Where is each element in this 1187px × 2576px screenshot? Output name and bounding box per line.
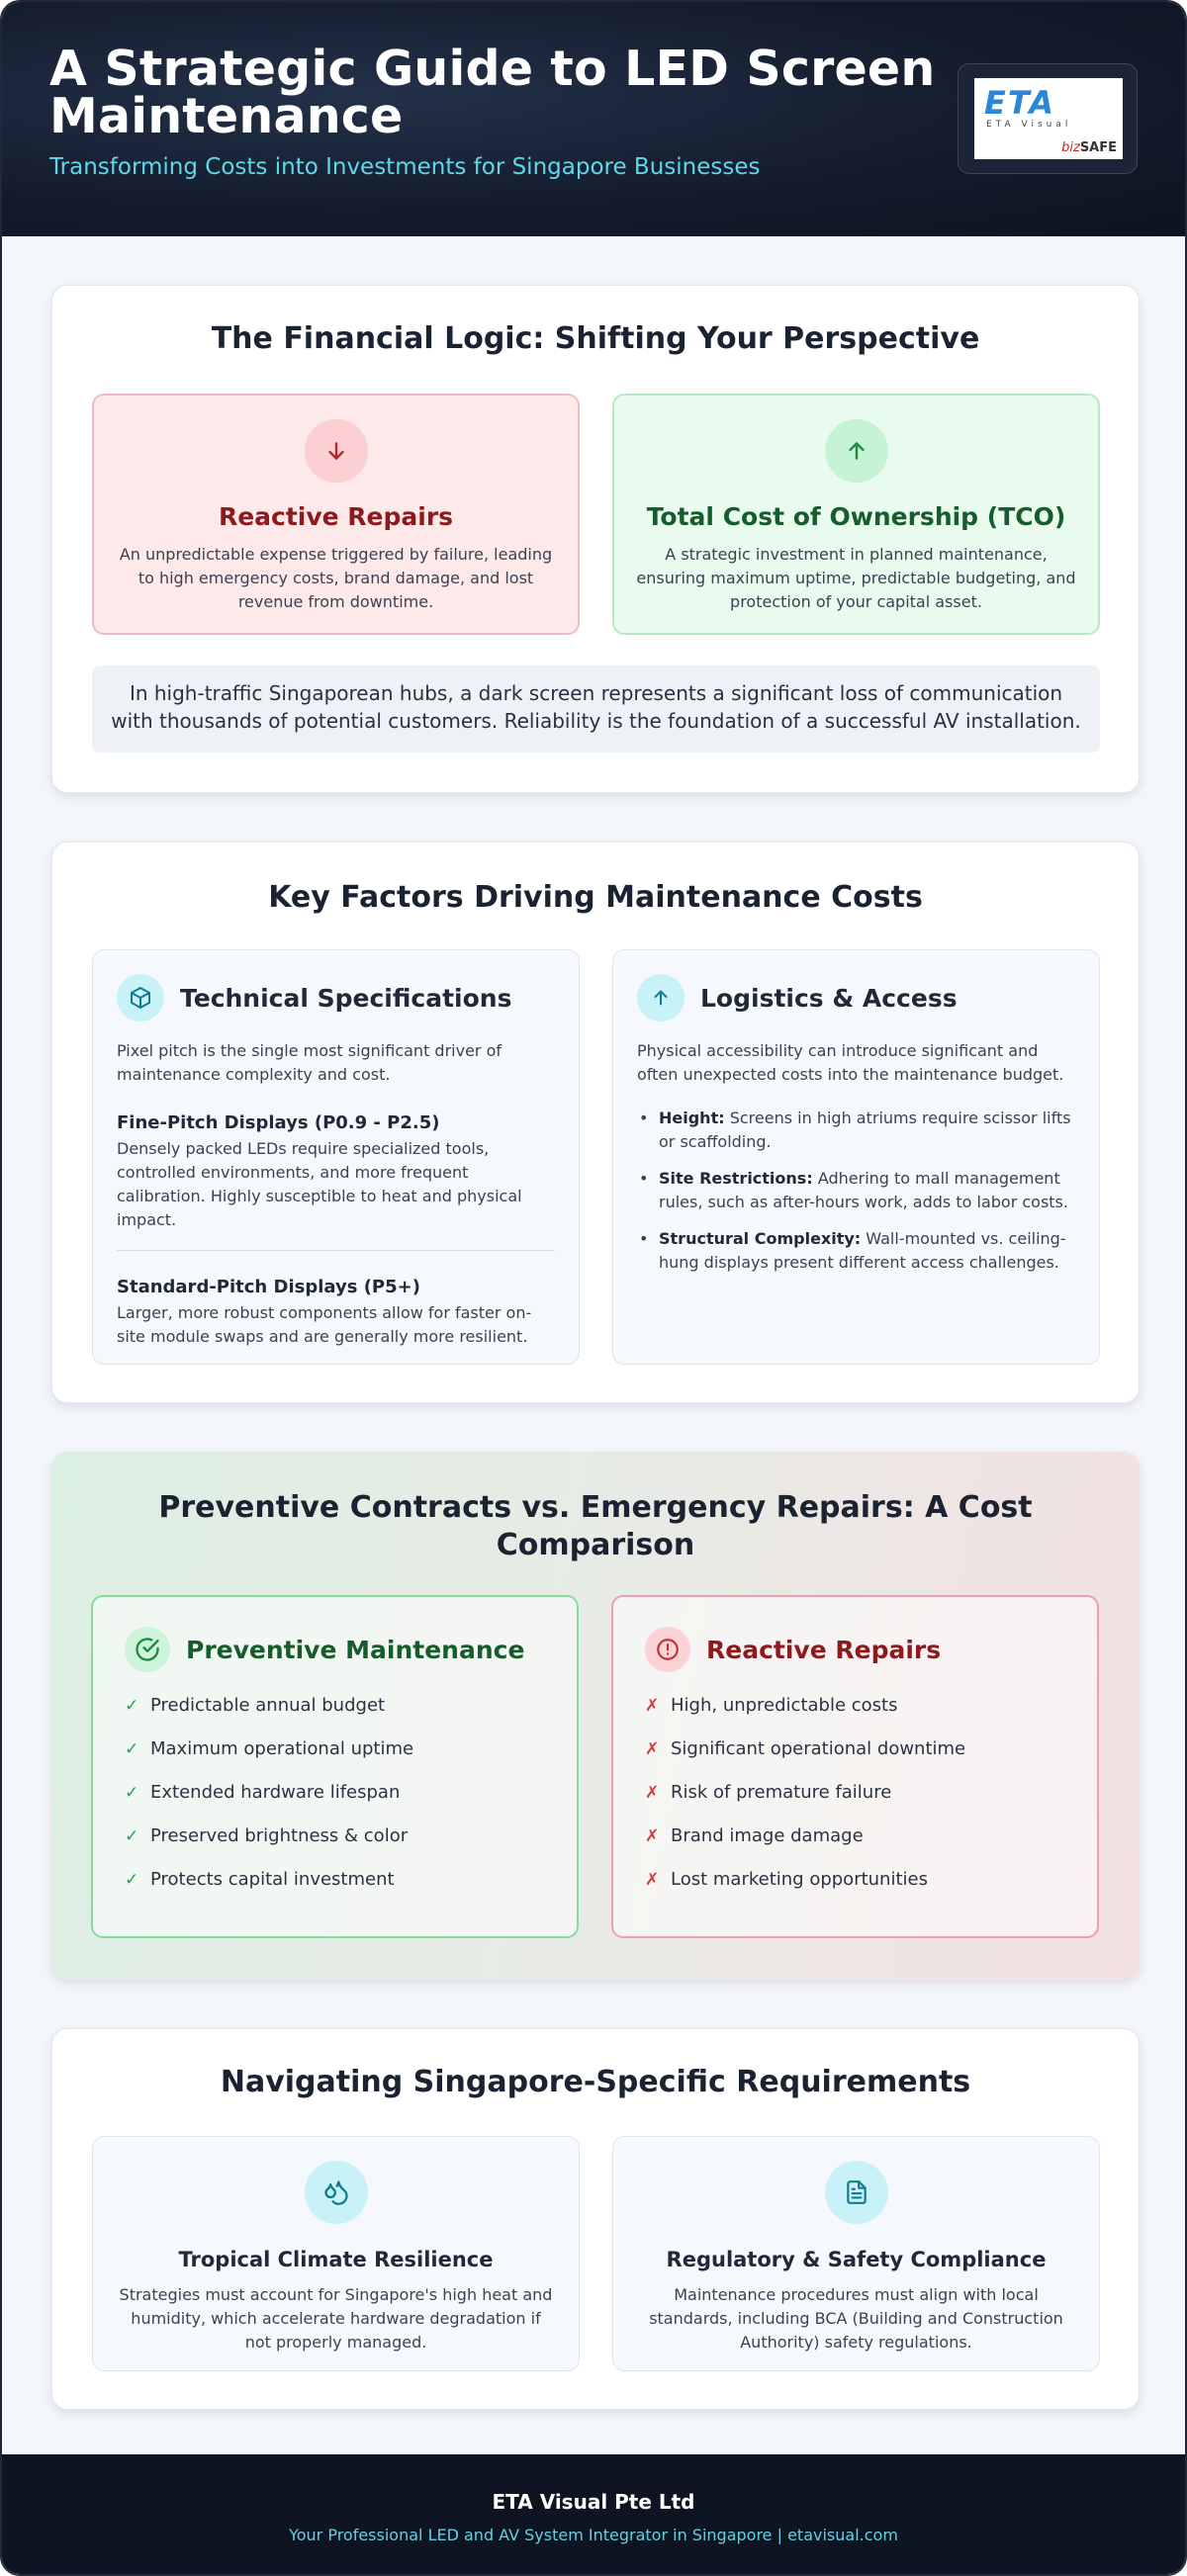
preventive-maintenance-title: Preventive Maintenance	[186, 1635, 525, 1664]
logo-main-text: ETA	[984, 84, 1055, 122]
regulatory-compliance-card	[612, 2136, 1100, 2371]
check-icon: ✓	[125, 1739, 139, 1759]
cube-icon	[117, 974, 164, 1022]
humidity-icon	[305, 2161, 368, 2224]
logistics-access-card	[612, 949, 1100, 1365]
reactive-repairs-title: Reactive Repairs	[218, 502, 454, 531]
factors-section-title: Key Factors Driving Maintenance Costs	[268, 880, 923, 915]
tco-title: Total Cost of Ownership (TCO)	[646, 502, 1066, 531]
reactive-repairs-comparison-title: Reactive Repairs	[706, 1635, 942, 1664]
cross-icon: ✗	[645, 1870, 660, 1890]
check-icon: ✓	[125, 1696, 139, 1716]
reactive-repairs-comparison-card	[611, 1595, 1099, 1938]
reliability-note: In high-traffic Singaporean hubs, a dark screen represents a significant loss of communication with thousands of potential customers. Reliability is the foundation of a successful AV installation.	[92, 666, 1100, 753]
company-logo	[974, 78, 1123, 159]
list-item: ✓ Predictable annual budget	[125, 1695, 386, 1716]
tropical-climate-card	[92, 2136, 580, 2371]
footer	[2, 2454, 1185, 2574]
preventive-maintenance-card	[91, 1595, 579, 1938]
key-factors-section	[51, 842, 1140, 1403]
check-icon: ✓	[125, 1870, 139, 1890]
bizsafe-badge: bizSAFE	[1061, 140, 1117, 155]
technical-intro: Pixel pitch is the single most significant driver of maintenance complexity and cost.	[117, 1041, 502, 1084]
list-item: ✗ High, unpredictable costs	[645, 1695, 898, 1716]
list-item: ✗ Significant operational downtime	[645, 1738, 966, 1759]
regulatory-compliance-text: Maintenance procedures must align with local standards, including BCA (Building and Construction Authority) safety regulations.	[649, 2285, 1063, 2352]
check-icon: ✓	[125, 1783, 139, 1803]
fine-pitch-description: Densely packed LEDs require specialized tools, controlled environments, and more frequent calibration. Highly susceptible to heat and physical impact.	[117, 1139, 522, 1229]
comparison-section-title: Preventive Contracts vs. Emergency Repairs: A Cost Comparison	[158, 1490, 1033, 1562]
list-item: ✓ Preserved brightness & color	[125, 1825, 409, 1846]
tropical-climate-text: Strategies must account for Singapore's high heat and humidity, which accelerate hardware degradation if not properly managed.	[119, 2285, 553, 2352]
list-item: • Height: Screens in high atriums require scissor lifts or scaffolding.	[637, 1107, 1075, 1154]
list-item: • Site Restrictions: Adhering to mall management rules, such as after-hours work, adds to labor costs.	[637, 1167, 1075, 1214]
list-item: ✗ Lost marketing opportunities	[645, 1869, 928, 1890]
list-item: • Structural Complexity: Wall-mounted vs. ceiling-hung displays present different access challenges.	[637, 1227, 1075, 1275]
divider	[117, 1250, 555, 1251]
logistics-list	[637, 1107, 1075, 1275]
cross-icon: ✗	[645, 1826, 660, 1846]
technical-specifications-card	[92, 949, 580, 1365]
regulatory-compliance-title: Regulatory & Safety Compliance	[666, 2248, 1047, 2271]
standard-pitch-title: Standard-Pitch Displays (P5+)	[117, 1277, 420, 1297]
cost-comparison-section	[51, 1452, 1140, 1980]
reactive-repairs-card	[92, 394, 580, 635]
footer-tagline: Your Professional LED and AV System Integrator in Singapore | etavisual.com	[289, 2526, 898, 2544]
logistics-intro: Physical accessibility can introduce significant and often unexpected costs into the maintenance budget.	[637, 1041, 1064, 1084]
singapore-section-title: Navigating Singapore-Specific Requirements	[220, 2065, 971, 2099]
alert-circle-icon	[645, 1627, 690, 1672]
standard-pitch-description: Larger, more robust components allow for faster on-site module swaps and are generally more resilient.	[117, 1303, 532, 1346]
list-item: ✓ Protects capital investment	[125, 1869, 395, 1890]
tropical-climate-title: Tropical Climate Resilience	[178, 2248, 494, 2271]
fine-pitch-title: Fine-Pitch Displays (P0.9 - P2.5)	[117, 1112, 440, 1133]
arrow-up-icon	[637, 974, 685, 1022]
tco-text: A strategic investment in planned maintenance, ensuring maximum uptime, predictable budgeting, and protection of your capital asset.	[636, 545, 1076, 611]
cross-icon: ✗	[645, 1739, 660, 1759]
list-item: ✓ Extended hardware lifespan	[125, 1782, 401, 1803]
financial-section-title: The Financial Logic: Shifting Your Perspective	[211, 321, 980, 356]
document-icon	[825, 2161, 888, 2224]
logo-sub-text: ETA Visual	[986, 120, 1072, 130]
reactive-drawbacks-list	[645, 1694, 1065, 1892]
header	[2, 2, 1185, 236]
tco-card	[612, 394, 1100, 635]
cross-icon: ✗	[645, 1783, 660, 1803]
arrow-up-icon	[825, 419, 888, 483]
preventive-benefits-list	[125, 1694, 545, 1892]
reactive-repairs-text: An unpredictable expense triggered by failure, leading to high emergency costs, brand damage, and lost revenue from downtime.	[119, 545, 553, 611]
check-circle-icon	[125, 1627, 170, 1672]
logo-container	[958, 63, 1138, 174]
footer-company-name: ETA Visual Pte Ltd	[492, 2490, 695, 2514]
technical-specifications-title: Technical Specifications	[180, 983, 512, 1013]
page-subtitle: Transforming Costs into Investments for Singapore Businesses	[49, 154, 761, 180]
list-item: ✓ Maximum operational uptime	[125, 1738, 414, 1759]
list-item: ✗ Risk of premature failure	[645, 1782, 892, 1803]
arrow-down-icon	[305, 419, 368, 483]
cross-icon: ✗	[645, 1696, 660, 1716]
singapore-requirements-section	[51, 2028, 1140, 2410]
check-icon: ✓	[125, 1826, 139, 1846]
list-item: ✗ Brand image damage	[645, 1825, 864, 1846]
financial-logic-section	[51, 285, 1140, 793]
logistics-access-title: Logistics & Access	[700, 983, 958, 1013]
page-title: A Strategic Guide to LED Screen Maintenance	[49, 41, 936, 144]
